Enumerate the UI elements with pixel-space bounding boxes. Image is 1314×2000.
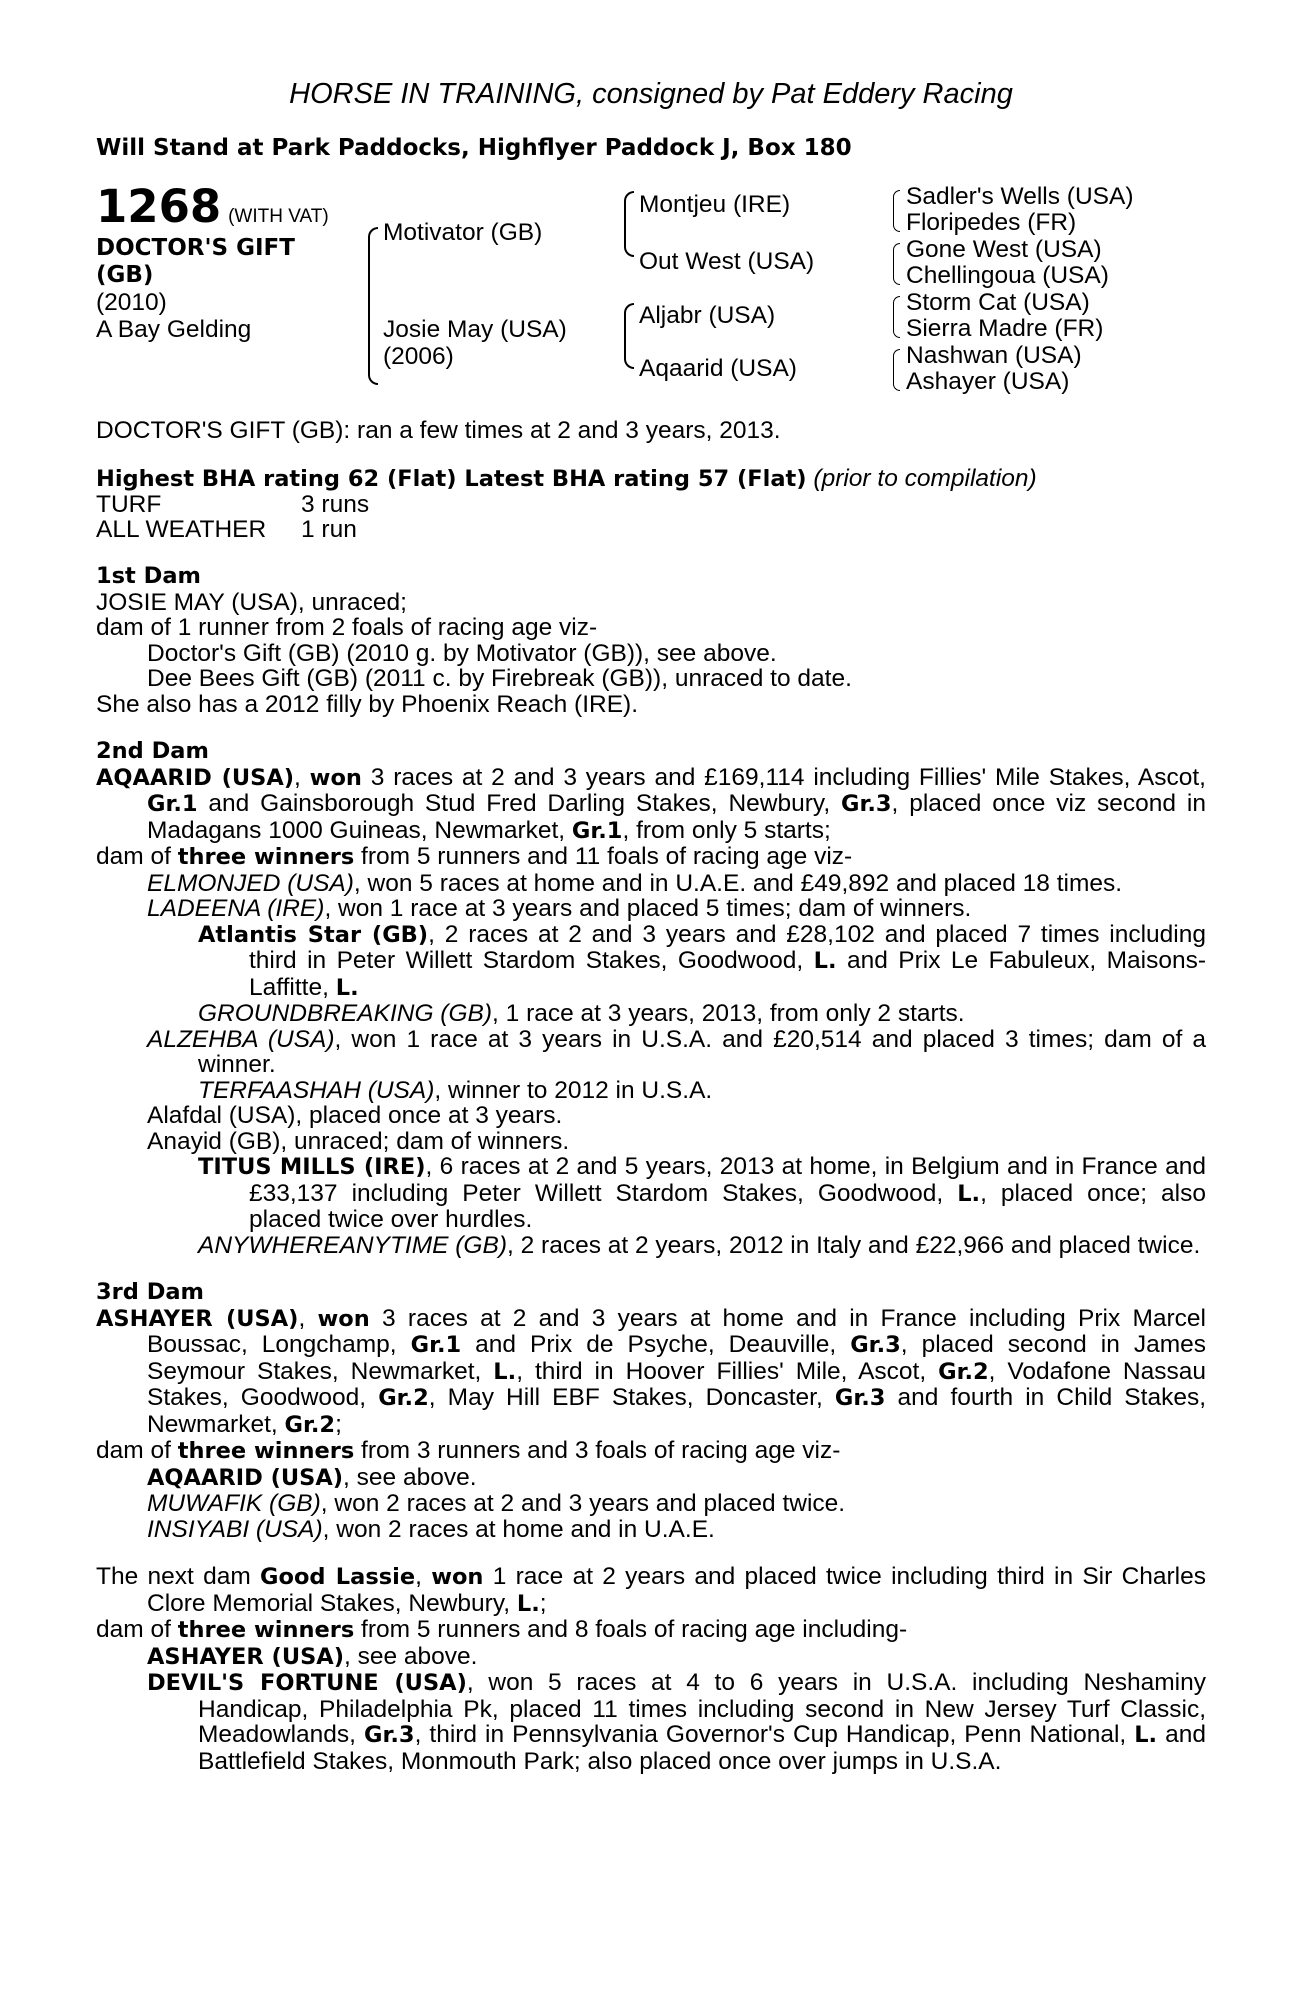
runs-cell: 1 run bbox=[301, 516, 357, 543]
horse-name: ELMONJED (USA) bbox=[147, 869, 354, 897]
text: , Vodafone Nassau Stakes, Goodwood, bbox=[147, 1357, 1207, 1411]
stand-location: Will Stand at Park Paddocks, Highflyer Paddock J, Box 180 bbox=[96, 135, 852, 161]
dam-entry: ASHAYER (USA), won 3 races at 2 and 3 years at home and in France including Prix Marcel Boussac, Longchamp, Gr.1 and Prix de Psyche, Deauville, Gr.3, placed second in James Seymour Stakes, Newmarket, L., third in Hoover Fillies' Mile, Ascot, Gr.2, Vodafone Nassau Stakes, Goodwood, Gr.2, May Hill EBF Stakes, Doncaster, Gr.3 and fourth in Child Stakes, Newmarket, Gr.2; bbox=[96, 1304, 1207, 1438]
dam-entry bbox=[96, 1564, 1206, 1617]
sire-line-brace bbox=[624, 191, 634, 257]
produce-entry bbox=[96, 1491, 1206, 1517]
text: dam of bbox=[96, 1616, 178, 1643]
ggp-name: Storm Cat (USA) bbox=[906, 289, 1090, 316]
winners-label: three winners bbox=[177, 1438, 355, 1464]
pedigree-block bbox=[96, 180, 1206, 418]
produce-entry bbox=[96, 1465, 1206, 1492]
text: , from only 5 starts; bbox=[622, 816, 831, 844]
grade-label: Gr.1 bbox=[571, 817, 623, 844]
catalogue-page bbox=[96, 78, 1206, 1774]
ggp-name: Gone West (USA) bbox=[906, 236, 1102, 263]
horse-name: Good Lassie bbox=[260, 1564, 416, 1590]
text: , May Hill EBF Stakes, Doncaster, bbox=[428, 1384, 835, 1411]
text: dam of bbox=[96, 1437, 178, 1464]
dam-entry: AQAARID (USA), won 3 races at 2 and 3 years and £169,114 including Fillies' Mile Stakes, Ascot, Gr.1 and Gainsborough Stud Fred Darling Stakes, Newbury, Gr.3, placed once viz second in Madagans 1000 Guineas, Newmarket, Gr.1, from only 5 starts; bbox=[96, 763, 1206, 844]
grade-label: L. bbox=[335, 974, 359, 1001]
produce-entry bbox=[96, 1670, 1206, 1774]
ggp-name: Floripedes (FR) bbox=[906, 209, 1077, 236]
horse-name: DEVIL'S FORTUNE (USA) bbox=[147, 1670, 467, 1696]
horse-name: ASHAYER (USA) bbox=[147, 1643, 344, 1670]
produce-entry bbox=[96, 1001, 1206, 1027]
horse-name: MUWAFIK (GB) bbox=[147, 1490, 321, 1517]
third-dam-section bbox=[96, 1280, 1206, 1542]
table-row bbox=[96, 517, 369, 542]
section-heading: 1st Dam bbox=[96, 563, 201, 589]
won-label: won bbox=[317, 1305, 370, 1332]
horse-country: (GB) bbox=[96, 262, 154, 288]
grade-label: Gr.3 bbox=[840, 791, 892, 817]
horse-year: (2010) bbox=[96, 289, 167, 316]
sire-dam: Out West (USA) bbox=[639, 248, 815, 275]
text: from 3 runners and 3 foals of racing age viz- bbox=[354, 1437, 841, 1464]
pedigree-brace bbox=[368, 227, 378, 385]
dam-line-brace bbox=[624, 303, 634, 369]
produce-entry bbox=[96, 1644, 1206, 1671]
text: , won 1 race at 3 years and placed 5 times; dam of winners. bbox=[324, 895, 972, 922]
horse-name: LADEENA (IRE) bbox=[147, 895, 325, 922]
text: , won 2 races at home and in U.A.E. bbox=[322, 1515, 715, 1543]
sire-name: Motivator (GB) bbox=[383, 219, 543, 246]
grade-label: Gr.2 bbox=[284, 1411, 336, 1438]
horse-name: DOCTOR'S GIFT bbox=[96, 235, 295, 261]
rating-note: (prior to compilation) bbox=[813, 464, 1037, 492]
dam-entry: JOSIE MAY (USA), unraced; bbox=[96, 588, 407, 616]
text: , see above. bbox=[343, 1463, 477, 1491]
table-row bbox=[96, 492, 369, 517]
produce-entry bbox=[96, 1027, 1206, 1078]
text: from 5 runners and 8 foals of racing age including- bbox=[354, 1616, 908, 1643]
horse-description: A Bay Gelding bbox=[96, 316, 252, 343]
surface-cell: TURF bbox=[96, 491, 162, 518]
grade-label: L. bbox=[1134, 1722, 1158, 1748]
text: ; bbox=[335, 1410, 342, 1438]
section-heading: 2nd Dam bbox=[96, 738, 209, 764]
text: dam of bbox=[96, 843, 178, 870]
produce-entry bbox=[96, 1517, 1206, 1543]
grade-label: Gr.2 bbox=[938, 1358, 989, 1385]
lot-number: 1268 bbox=[96, 180, 222, 233]
text: , bbox=[415, 1563, 432, 1590]
text: and fourth in Child Stakes, Newmarket, bbox=[147, 1384, 1206, 1438]
horse-name: ALZEHBA (USA) bbox=[147, 1025, 335, 1053]
horse-name: GROUNDBREAKING (GB) bbox=[198, 1000, 493, 1027]
dam-sire: Aljabr (USA) bbox=[639, 302, 776, 329]
horse-name: ASHAYER (USA) bbox=[96, 1305, 299, 1332]
grade-label: Gr.1 bbox=[147, 791, 198, 817]
produce-entry bbox=[96, 871, 1206, 897]
dam-of-line bbox=[96, 1617, 1206, 1644]
text: , won 1 race at 3 years in U.S.A. and £20,514 and placed 3 times; dam of a winner. bbox=[198, 1025, 1206, 1078]
text: , won 5 races at home and in U.A.E. and £49,892 and placed 18 times. bbox=[353, 869, 1123, 897]
text: , won 2 races at 2 and 3 years and placed twice. bbox=[320, 1490, 846, 1517]
produce-entry bbox=[96, 1078, 1206, 1104]
runs-table bbox=[96, 492, 369, 542]
text: The next dam bbox=[96, 1563, 261, 1590]
horse-name: INSIYABI (USA) bbox=[147, 1515, 323, 1543]
rating-line bbox=[96, 466, 1206, 493]
produce-entry: Alafdal (USA), placed once at 3 years. bbox=[147, 1102, 563, 1129]
text: 3 races at 2 and 3 years at home and in France including Prix Marcel Boussac, Longchamp, bbox=[147, 1304, 1206, 1358]
text: , third in Hoover Fillies' Mile, Ascot, bbox=[516, 1357, 939, 1385]
text: and Prix Le Fabuleux, Maisons-Laffitte, bbox=[249, 947, 1206, 1001]
grade-label: L. bbox=[957, 1180, 981, 1207]
text: ; bbox=[539, 1589, 547, 1617]
text: , third in Pennsylvania Governor's Cup Handicap, Penn National, bbox=[414, 1721, 1135, 1748]
horse-name: AQAARID (USA) bbox=[147, 1464, 344, 1491]
ggp-name: Sadler's Wells (USA) bbox=[906, 183, 1134, 210]
text: , 2 races at 2 and 3 years and £28,102 and placed 7 times including third in Peter Willett Stardom Stakes, Goodwood, bbox=[249, 920, 1206, 974]
dam-of-line bbox=[96, 844, 1206, 871]
ggp-brace bbox=[893, 296, 900, 338]
grade-label: Gr.1 bbox=[410, 1332, 462, 1358]
text: and Gainsborough Stud Fred Darling Stakes, Newbury, bbox=[197, 790, 841, 817]
produce-entry bbox=[96, 896, 1206, 922]
next-dam-section bbox=[96, 1564, 1206, 1774]
grade-label: Gr.3 bbox=[850, 1332, 901, 1358]
text: , see above. bbox=[344, 1642, 478, 1670]
horse-name: TITUS MILLS (IRE) bbox=[198, 1154, 426, 1180]
produce-entry bbox=[96, 922, 1206, 1002]
dam-name: Josie May (USA) bbox=[383, 316, 567, 343]
dam-of-line: dam of 1 runner from 2 foals of racing age viz- bbox=[96, 614, 598, 641]
sire-sire: Montjeu (IRE) bbox=[639, 191, 791, 218]
text: and Battlefield Stakes, Monmouth Park; also placed once over jumps in U.S.A. bbox=[198, 1721, 1207, 1775]
text: 1 race at 2 years and placed twice including third in Sir Charles Clore Memorial Stakes, Newbury, bbox=[147, 1563, 1206, 1617]
page-title: HORSE IN TRAINING, consigned by Pat Eddery Racing bbox=[289, 78, 1013, 110]
ggp-brace bbox=[893, 349, 900, 391]
grade-label: Gr.3 bbox=[834, 1385, 886, 1411]
grade-label: L. bbox=[516, 1590, 540, 1617]
rating-text: Highest BHA rating 62 (Flat) Latest BHA rating 57 (Flat) bbox=[96, 465, 807, 492]
dam-of-line bbox=[96, 1438, 1206, 1465]
race-summary: DOCTOR'S GIFT (GB): ran a few times at 2 and 3 years, 2013. bbox=[96, 417, 781, 444]
produce-entry: Doctor's Gift (GB) (2010 g. by Motivator (GB)), see above. bbox=[147, 639, 777, 667]
ggp-brace bbox=[893, 243, 900, 285]
first-dam-section bbox=[96, 564, 1206, 717]
text: , placed once viz second in Madagans 1000 Guineas, Newmarket, bbox=[147, 790, 1206, 844]
dam-year: (2006) bbox=[383, 343, 454, 370]
grade-label: Gr.2 bbox=[378, 1385, 429, 1411]
text: 3 races at 2 and 3 years and £169,114 including Fillies' Mile Stakes, Ascot, bbox=[361, 763, 1206, 791]
produce-entry: Dee Bees Gift (GB) (2011 c. by Firebreak (GB)), unraced to date. bbox=[147, 665, 852, 692]
won-label: won bbox=[309, 764, 362, 791]
grade-label: L. bbox=[813, 948, 837, 974]
second-dam-section bbox=[96, 739, 1206, 1258]
text: from 5 runners and 11 foals of racing age viz- bbox=[354, 843, 853, 870]
text: , placed second in James Seymour Stakes, Newmarket, bbox=[147, 1331, 1206, 1385]
ggp-name: Nashwan (USA) bbox=[906, 342, 1082, 369]
horse-name: Atlantis Star (GB) bbox=[198, 921, 429, 948]
winners-label: three winners bbox=[177, 844, 355, 870]
ggp-name: Chellingoua (USA) bbox=[906, 262, 1109, 289]
runs-cell: 3 runs bbox=[301, 491, 370, 518]
horse-name: ANYWHEREANYTIME (GB) bbox=[198, 1231, 507, 1259]
dam-dam: Aqaarid (USA) bbox=[639, 355, 797, 382]
text: , 1 race at 3 years, 2013, from only 2 starts. bbox=[492, 1000, 965, 1027]
text: , winner to 2012 in U.S.A. bbox=[434, 1076, 713, 1104]
lot-number-line bbox=[96, 180, 329, 233]
text: , placed once; also placed twice over hurdles. bbox=[249, 1179, 1207, 1233]
produce-entry: Anayid (GB), unraced; dam of winners. bbox=[147, 1127, 570, 1155]
surface-cell: ALL WEATHER bbox=[96, 516, 267, 543]
horse-name: AQAARID (USA) bbox=[96, 764, 295, 791]
produce-entry bbox=[96, 1154, 1206, 1233]
grade-label: L. bbox=[493, 1358, 517, 1385]
note-line: She also has a 2012 filly by Phoenix Reach (IRE). bbox=[96, 690, 639, 718]
ggp-brace bbox=[893, 190, 900, 232]
grade-label: Gr.3 bbox=[364, 1722, 415, 1748]
won-label: won bbox=[431, 1564, 484, 1590]
text: , 2 races at 2 years, 2012 in Italy and £22,966 and placed twice. bbox=[507, 1231, 1201, 1259]
horse-name: TERFAASHAH (USA) bbox=[198, 1076, 435, 1104]
ggp-name: Sierra Madre (FR) bbox=[906, 315, 1104, 342]
text: and Prix de Psyche, Deauville, bbox=[461, 1331, 851, 1358]
winners-label: three winners bbox=[177, 1617, 355, 1643]
section-heading: 3rd Dam bbox=[96, 1279, 204, 1305]
text: , 6 races at 2 and 5 years, 2013 at home, in Belgium and in France and £33,137 including Peter Willett Stardom Stakes, Goodwood, bbox=[249, 1153, 1207, 1207]
vat-note: (WITH VAT) bbox=[228, 206, 329, 227]
ggp-name: Ashayer (USA) bbox=[906, 368, 1070, 395]
text: , won 5 races at 4 to 6 years in U.S.A. including Neshaminy Handicap, Philadelphia Pk, placed 11 times including second in New Jersey Turf Classic, Meadowlands, bbox=[198, 1669, 1206, 1748]
produce-entry bbox=[96, 1233, 1206, 1259]
